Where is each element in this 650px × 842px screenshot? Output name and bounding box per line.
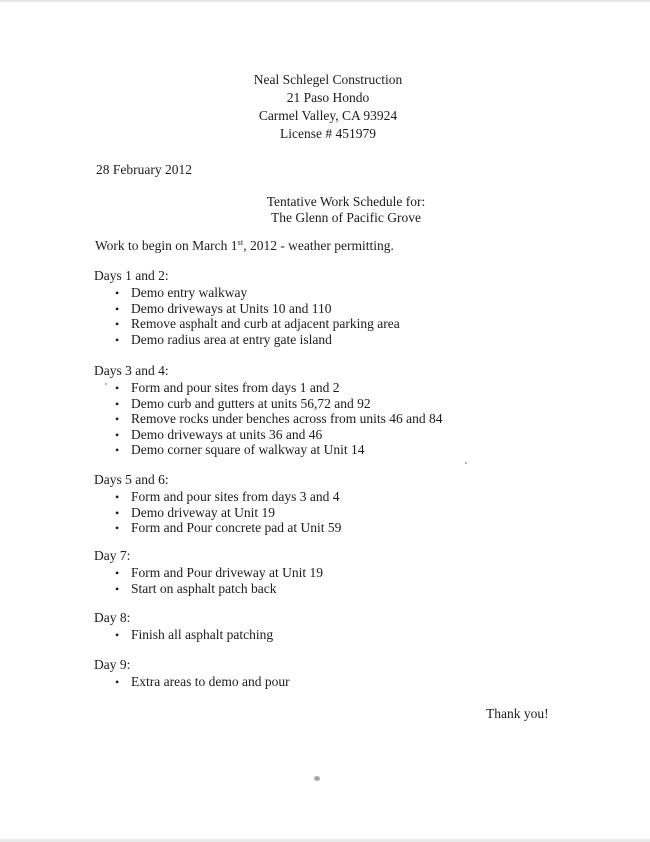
task-item [94, 396, 443, 412]
task-text: Demo driveways at Units 10 and 110 [131, 300, 332, 316]
bullet-icon: • [115, 581, 120, 596]
task-item [94, 581, 323, 597]
closing-thanks: Thank you! [486, 706, 549, 721]
task-text: Form and pour sites from days 1 and 2 [131, 380, 340, 395]
bullet-icon: • [115, 396, 120, 411]
task-text: Demo driveways at units 36 and 46 [131, 426, 323, 442]
bullet-icon: • [115, 490, 120, 504]
company-street: 21 Paso Hondo [286, 90, 370, 105]
intro-text-start: Work to begin on March 1 [95, 238, 238, 253]
task-text: Form and Pour driveway at Unit 19 [131, 565, 323, 580]
section-heading: Days 5 and 6: [94, 472, 169, 487]
schedule-section-days-3-4 [94, 363, 443, 458]
bullet-icon: • [115, 505, 120, 520]
letter-date: 28 February 2012 [96, 162, 192, 177]
scan-edge-top [0, 0, 650, 2]
task-item [94, 489, 341, 505]
bullet-icon: • [115, 412, 120, 426]
task-list [94, 285, 400, 347]
task-text: Start on asphalt patch back [131, 580, 277, 596]
task-text: Finish all asphalt patching [131, 627, 274, 642]
task-list [94, 565, 323, 596]
bullet-icon: • [115, 381, 120, 395]
section-heading: Days 3 and 4: [94, 363, 169, 378]
task-list [94, 380, 443, 458]
scan-speck [465, 462, 467, 464]
schedule-section-days-5-6 [94, 472, 341, 536]
section-heading: Day 7: [94, 548, 131, 563]
task-item [94, 442, 443, 458]
section-heading: Day 9: [94, 657, 131, 672]
task-list [94, 489, 341, 536]
schedule-section-day-7 [94, 548, 323, 596]
task-text: Remove rocks under benches across from units 46 and 84 [131, 411, 443, 426]
bullet-icon: • [115, 521, 120, 535]
intro-line [95, 238, 394, 254]
task-item [94, 332, 400, 348]
bullet-icon: • [115, 427, 120, 442]
bullet-icon: • [115, 628, 120, 642]
task-text: Demo driveway at Unit 19 [131, 504, 275, 520]
bullet-icon: • [115, 443, 120, 457]
company-city: Carmel Valley, CA 93924 [258, 108, 398, 123]
task-item [94, 520, 341, 536]
task-text: Demo corner square of walkway at Unit 14 [131, 442, 365, 457]
schedule-section-day-8 [94, 610, 273, 643]
scan-speck [105, 383, 107, 385]
task-text: Form and pour sites from days 3 and 4 [131, 489, 340, 504]
task-item [94, 301, 400, 317]
task-text: Form and Pour concrete pad at Unit 59 [131, 520, 342, 535]
task-item [94, 627, 273, 643]
task-item [94, 505, 341, 521]
schedule-section-days-1-2 [94, 268, 400, 347]
bullet-icon: • [115, 286, 120, 300]
task-text: Demo curb and gutters at units 56,72 and 92 [131, 395, 371, 411]
company-license: License # 451979 [280, 126, 376, 141]
bullet-icon: • [115, 317, 120, 331]
task-text: Demo radius area at entry gate island [131, 331, 332, 347]
task-item [94, 380, 443, 396]
company-name: Neal Schlegel Construction [253, 72, 403, 87]
letterhead [0, 71, 650, 143]
task-item [94, 285, 400, 301]
section-heading: Days 1 and 2: [94, 268, 169, 283]
task-item [94, 427, 443, 443]
bullet-icon: • [115, 332, 120, 347]
task-item [94, 411, 443, 427]
bullet-icon: • [115, 301, 120, 316]
schedule-section-day-9 [94, 657, 290, 690]
intro-ordinal-suffix: st [237, 237, 244, 247]
task-item [94, 316, 400, 332]
task-list [94, 674, 290, 690]
intro-text-end: , 2012 - weather permitting. [243, 238, 394, 253]
subject-line-2: The Glenn of Pacific Grove [271, 210, 421, 225]
task-text: Extra areas to demo and pour [131, 674, 290, 689]
task-list [94, 627, 273, 643]
task-text: Remove asphalt and curb at adjacent parking area [131, 316, 400, 331]
bullet-icon: • [115, 566, 120, 580]
subject-line-1: Tentative Work Schedule for: [266, 194, 426, 209]
subject [0, 194, 650, 226]
scan-speck [314, 776, 320, 781]
section-heading: Day 8: [94, 610, 131, 625]
task-item [94, 674, 290, 690]
task-text: Demo entry walkway [131, 285, 248, 300]
bullet-icon: • [115, 675, 120, 689]
task-item [94, 565, 323, 581]
